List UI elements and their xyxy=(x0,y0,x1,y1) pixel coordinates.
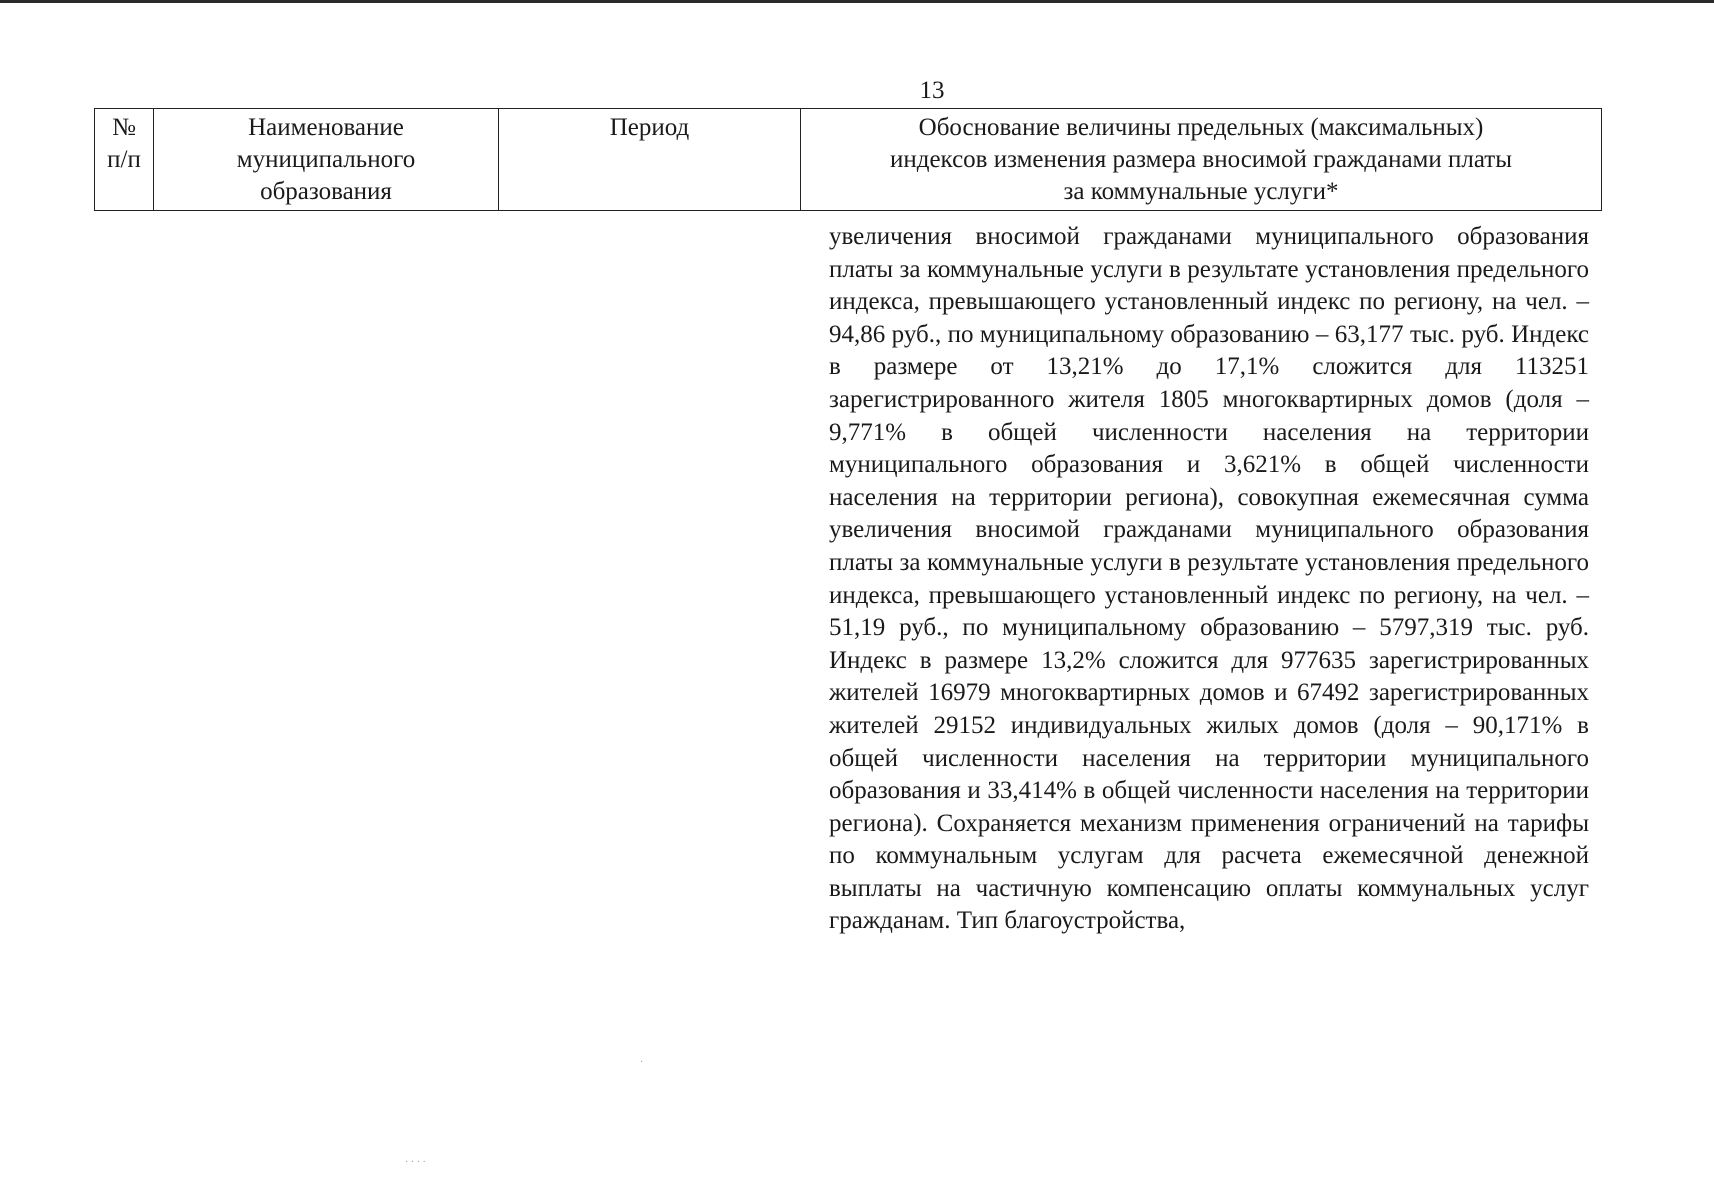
scan-speckle: · xyxy=(640,1057,644,1068)
top-border-line xyxy=(0,0,1714,3)
column-header-number: № п/п xyxy=(95,109,154,211)
table-header xyxy=(94,108,1602,211)
column-header-justification: Обоснование величины предельных (максимальных) индексов изменения размера вносимой гражданами платы за коммунальные услуги* xyxy=(801,109,1602,211)
justification-text: увеличения вносимой гражданами муниципального образования платы за коммунальные услуги в результате установления предельного индекса, превышающего установленный индекс по региону, на чел. – 94,86 руб., по муниципальному образованию – 63,177 тыс. руб. Индекс в размере от 13,21% до 17,1% сложится для 113251 зарегистрированного жителя 1805 многоквартирных домов (доля – 9,771% в общей численности населения на территории муниципального образования и 3,621% в общей численности населения на территории региона), совокупная ежемесячная сумма увеличения вносимой гражданами муниципального образования платы за коммунальные услуги в результате установления предельного индекса, превышающего установленный индекс по региону, на чел. – 51,19 руб., по муниципальному образованию – 5797,319 тыс. руб. Индекс в размере 13,2% сложится для 977635 зарегистрированных жителей 16979 многоквартирных домов и 67492 зарегистрированных жителей 29152 индивидуальных жилых домов (доля – 90,171% в общей численности населения на территории муниципального образования и 33,414% в общей численности населения на территории региона). Сохраняется механизм применения ограничений на тарифы по коммунальным услугам для расчета ежемесячной денежной выплаты на частичную компенсацию оплаты коммунальных услуг гражданам. Тип благоустройства, xyxy=(829,223,1589,935)
scan-speckle: · · · · xyxy=(405,1157,426,1168)
column-header-municipality-name: Наименование муниципального образования xyxy=(154,109,499,211)
page-number: 13 xyxy=(919,77,945,104)
column-header-period: Период xyxy=(499,109,801,211)
table-header-row xyxy=(95,109,1602,211)
